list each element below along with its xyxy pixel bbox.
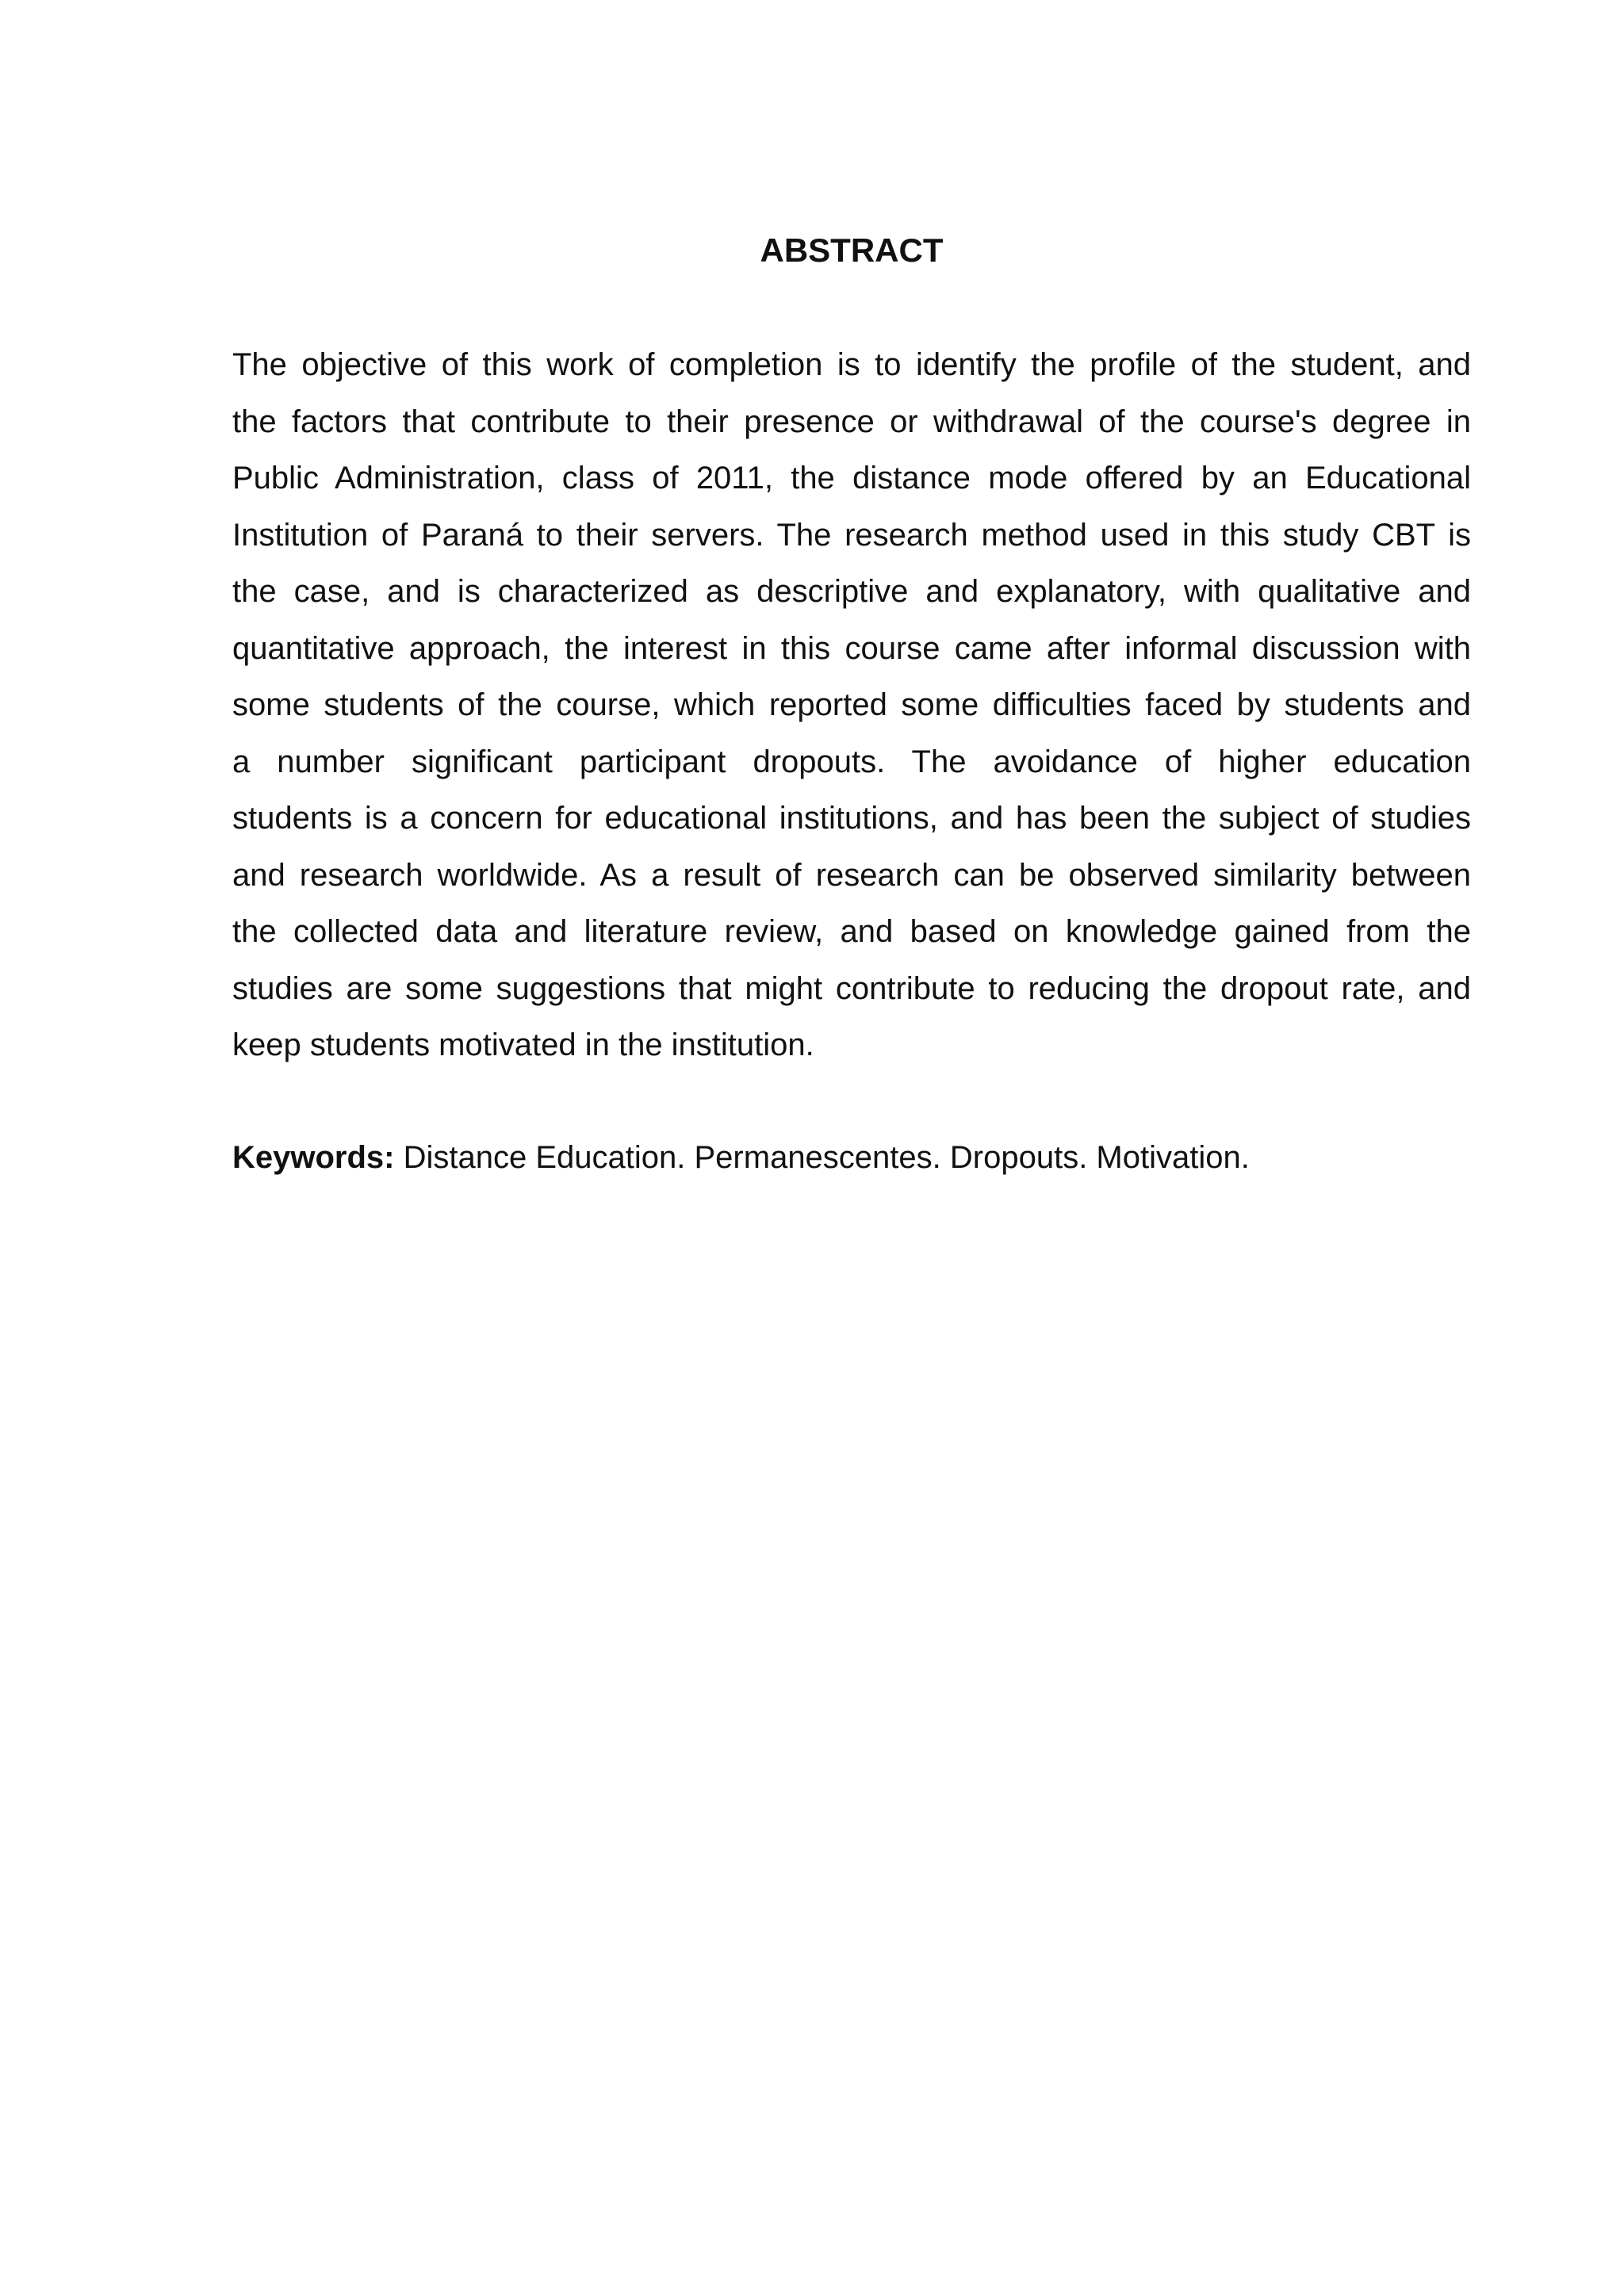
abstract-line: the factors that contribute to their presence or withdrawal of the course's degree in xyxy=(232,404,1471,439)
abstract-line: Institution of Paraná to their servers. The research method used in this study CBT is xyxy=(232,517,1471,553)
abstract-line: a number significant participant dropouts. The avoidance of higher education xyxy=(232,744,1471,779)
abstract-line: studies are some suggestions that might contribute to reducing the dropout rate, and xyxy=(232,970,1471,1006)
keywords-label: Keywords: xyxy=(232,1140,395,1175)
abstract-line: the case, and is characterized as descriptive and explanatory, with qualitative and xyxy=(232,574,1471,609)
abstract-line: and research worldwide. As a result of research can be observed similarity between xyxy=(232,857,1471,893)
abstract-title: ABSTRACT xyxy=(760,232,944,269)
abstract-line: students is a concern for educational institutions, and has been the subject of studies xyxy=(232,801,1471,836)
abstract-line: keep students motivated in the institution. xyxy=(232,1027,814,1062)
abstract-line: some students of the course, which reported some difficulties faced by students and xyxy=(232,687,1471,722)
abstract-line: Public Administration, class of 2011, the distance mode offered by an Educational xyxy=(232,461,1471,496)
abstract-line: the collected data and literature review, and based on knowledge gained from the xyxy=(232,914,1471,949)
abstract-paragraph xyxy=(232,337,1471,1074)
keywords-text: Distance Education. Permanescentes. Dropouts. Motivation. xyxy=(403,1140,1250,1175)
abstract-line: The objective of this work of completion is to identify the profile of the student, and xyxy=(232,347,1471,382)
keywords-line xyxy=(232,1130,1471,1187)
abstract-line: quantitative approach, the interest in this course came after informal discussion with xyxy=(232,630,1471,666)
